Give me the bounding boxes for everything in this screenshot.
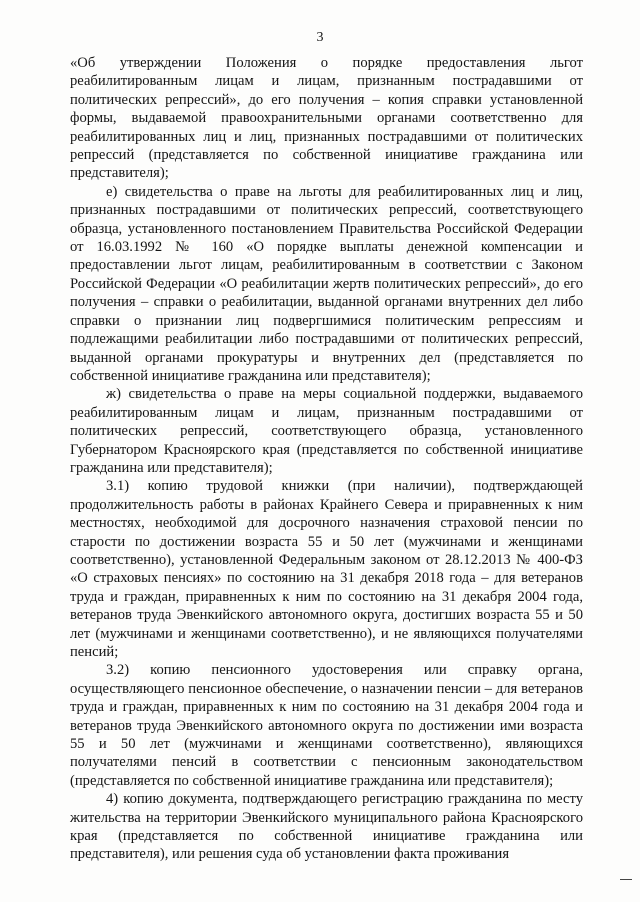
paragraph-item-3-1: 3.1) копию трудовой книжки (при наличии), подтверждающей продолжительность работы в районах Крайнего Севера и приравненных к ним местностях, необходимой для досрочного назначения страховой пенсии по старости по достижении возраста 55 и 50 лет (мужчинами и женщинами соответственно), установленной Федеральным законом от 28.12.2013 № 400-ФЗ «О страховых пенсиях» по состоянию на 31 декабря 2018 года – для ветеранов труда и граждан, приравненных к ним по состоянию на 31 декабря 2004 года, ветеранов труда Эвенкийского автономного округа, достигших возраста 55 и 50 лет (мужчинами и женщинами соответственно), и не являющихся получателями пенсий; bbox=[70, 478, 583, 660]
page-number: 3 bbox=[316, 30, 324, 45]
paragraph-item-e: е) свидетельства о праве на льготы для реабилитированных лиц и лиц, признанных пострадавшими от политических репрессий, соответствующего образца, установленного постановлением Правительства Российской Федерации от 16.03.1992 № 160 «О порядке выплаты денежной компенсации и предоставлении льгот лицам, реабилитированным в соответствии с Законом Российской Федерации «О реабилитации жертв политических репрессий», до его получения – справки о реабилитации, выданной органами внутренних дел либо справки о признании лиц подвергшимися политическим репрессиям и подлежащими реабилитации либо пострадавшими от политических репрессий, выданной органами прокуратуры и внутренних дел (представляется по собственной инициативе гражданина или представителя); bbox=[70, 183, 583, 384]
document-body bbox=[70, 54, 583, 864]
scan-edge-mark bbox=[620, 879, 632, 880]
paragraph-item-3-2: 3.2) копию пенсионного удостоверения или справку органа, осуществляющего пенсионное обеспечение, о назначении пенсии – для ветеранов труда и граждан, приравненных к ним по состоянию на 31 декабря 2004 года и ветеранов труда Эвенкийского автономного округа по достижении ими возраста 55 и 50 лет (мужчинами и женщинами соответственно), являющихся получателями пенсий в соответствии с пенсионным законодательством (представляется по собственной инициативе гражданина или представителя); bbox=[70, 662, 583, 789]
paragraph-item-4: 4) копию документа, подтверждающего регистрацию гражданина по месту жительства на территории Эвенкийского муниципального района Красноярского края (представляется по собственной инициативе гражданина или представителя), или решения суда об установлении факта проживания bbox=[70, 791, 583, 863]
paragraph-item-zh: ж) свидетельства о праве на меры социальной поддержки, выдаваемого реабилитированным лицам и лицам, признанным пострадавшими от политических репрессий, соответствующего образца, установленного Губернатором Красноярского края (представляется по собственной инициативе гражданина или представителя); bbox=[70, 386, 583, 476]
paragraph-continuation: «Об утверждении Положения о порядке предоставления льгот реабилитированным лицам и лицам, признанным пострадавшими от политических репрессий», до его получения – копия справки установленной формы, выдаваемой правоохранительными органами соответственно для реабилитированных лиц и лиц, признанных пострадавшими от политических репрессий (представляется по собственной инициативе гражданина или представителя); bbox=[70, 55, 583, 182]
